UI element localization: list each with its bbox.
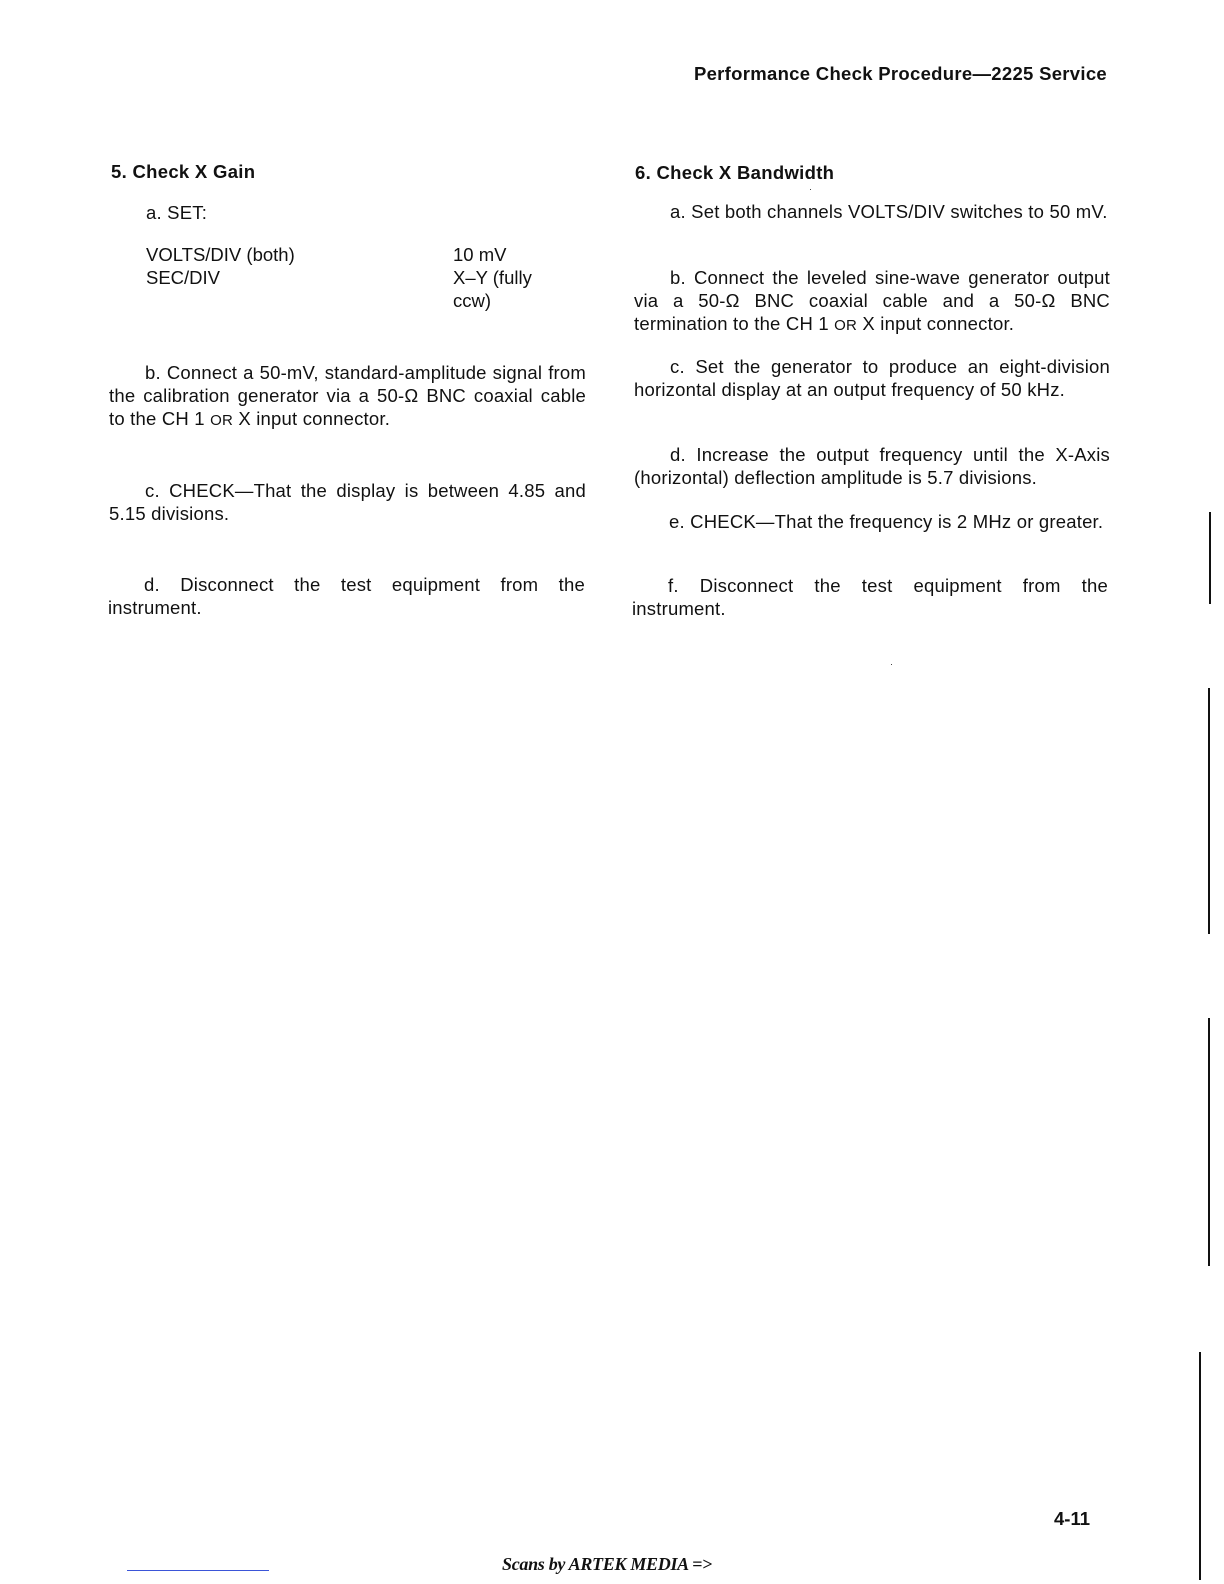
scan-edge-mark [1199, 1352, 1201, 1580]
right-step-f: f. Disconnect the test equipment from the instrument. [632, 575, 1108, 619]
settings-row [146, 266, 532, 312]
right-step-e: e. CHECK—That the frequency is 2 MHz or greater. [669, 511, 1104, 532]
footer-rule [127, 1570, 269, 1571]
step-b-or: OR [834, 317, 858, 334]
left-step-d: d. Disconnect the test equipment from the instrument. [108, 574, 585, 618]
scan-edge-mark [1208, 1018, 1210, 1266]
step-b-or: OR [210, 412, 234, 429]
running-header: Performance Check Procedure—2225 Service [693, 63, 1107, 84]
left-step-b [109, 361, 586, 432]
scan-edge-mark [1209, 512, 1211, 604]
settings-row [146, 243, 532, 266]
step-b-text-end: X input connector. [233, 408, 391, 429]
step-b-text-end: X input connector. [857, 313, 1015, 334]
right-step-b [634, 266, 1110, 337]
scan-speck [891, 664, 892, 665]
setting-value-line1: X–Y (fully [453, 267, 532, 288]
section-5-heading: 5. Check X Gain [111, 161, 256, 182]
step-b-text: b. Connect the leveled sine-wave generator output via a 50-Ω BNC coaxial cable and a 50-Ω BNC termination to the CH 1 [634, 267, 1110, 334]
setting-name: SEC/DIV [146, 267, 221, 288]
setting-value [453, 266, 532, 312]
right-step-a: a. Set both channels VOLTS/DIV switches to 50 mV. [670, 201, 1108, 222]
section-6-heading: 6. Check X Bandwidth [635, 162, 835, 183]
setting-name: VOLTS/DIV (both) [146, 244, 295, 265]
settings-table [146, 243, 532, 312]
scan-credit: Scans by ARTEK MEDIA => [502, 1554, 712, 1574]
setting-value: 10 mV [453, 244, 507, 265]
page-number: 4-11 [1054, 1508, 1091, 1529]
step-b-text: b. Connect a 50-mV, standard-amplitude signal from the calibration generator via a 50-Ω BNC coaxial cable to the CH 1 [109, 362, 586, 429]
scan-edge-mark [1208, 688, 1210, 934]
right-step-c: c. Set the generator to produce an eight-division horizontal display at an output frequency of 50 kHz. [634, 356, 1110, 400]
scan-speck [810, 189, 811, 190]
setting-value-line2: ccw) [453, 290, 492, 311]
right-step-d: d. Increase the output frequency until the X-Axis (horizontal) deflection amplitude is 5.7 divisions. [634, 444, 1110, 488]
left-step-c: c. CHECK—That the display is between 4.85 and 5.15 divisions. [109, 480, 586, 524]
left-step-a: a. SET: [146, 202, 208, 223]
